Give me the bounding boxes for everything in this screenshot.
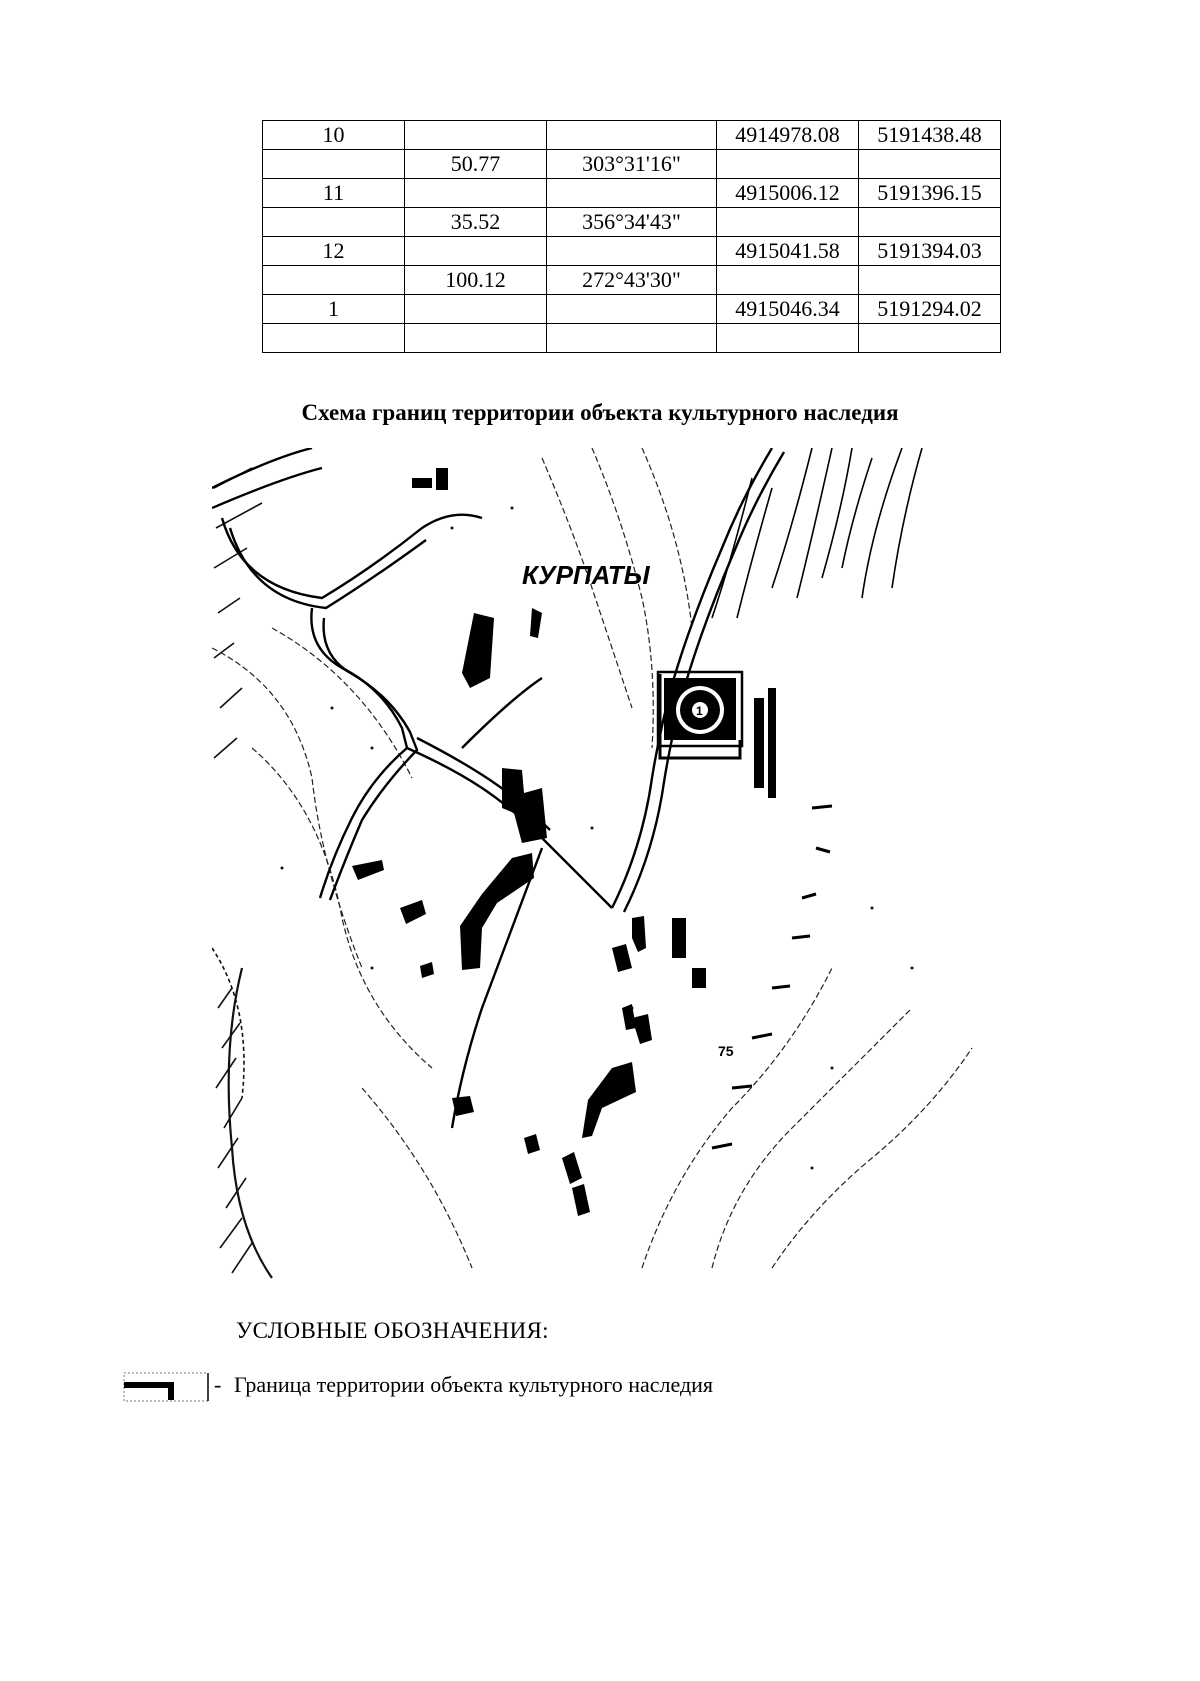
- table-cell: [547, 295, 717, 324]
- table-cell: 50.77: [405, 150, 547, 179]
- table-cell: 100.12: [405, 266, 547, 295]
- table-cell: 4915046.34: [717, 295, 859, 324]
- table-cell: [859, 208, 1001, 237]
- table-cell: 272°43'30": [547, 266, 717, 295]
- table-row: [263, 150, 1001, 179]
- table-cell: 12: [263, 237, 405, 266]
- table-cell: 303°31'16": [547, 150, 717, 179]
- table-cell: [859, 266, 1001, 295]
- table-cell: [405, 179, 547, 208]
- table-cell: [717, 150, 859, 179]
- table-cell: 4915006.12: [717, 179, 859, 208]
- legend-item-text: Граница территории объекта культурного наследия: [234, 1372, 714, 1397]
- territory-map: [212, 448, 1012, 1280]
- table-cell: 5191294.02: [859, 295, 1001, 324]
- table-cell: [405, 324, 547, 353]
- object-number: 1: [696, 704, 703, 718]
- table-row: [263, 121, 1001, 150]
- table-cell: [717, 324, 859, 353]
- table-cell: [405, 237, 547, 266]
- table-cell: 5191394.03: [859, 237, 1001, 266]
- table-row: [263, 324, 1001, 353]
- table-cell: [717, 266, 859, 295]
- table-cell: [405, 121, 547, 150]
- table-cell: [263, 266, 405, 295]
- table-cell: [859, 324, 1001, 353]
- table-row: [263, 237, 1001, 266]
- table-cell: [547, 121, 717, 150]
- table-cell: 10: [263, 121, 405, 150]
- table-cell: 356°34'43": [547, 208, 717, 237]
- contour-label: 75: [718, 1043, 734, 1059]
- legend-heading: УСЛОВНЫЕ ОБОЗНАЧЕНИЯ:: [236, 1318, 549, 1343]
- table-cell: 1: [263, 295, 405, 324]
- table-cell: 4915041.58: [717, 237, 859, 266]
- table-cell: [859, 150, 1001, 179]
- table-cell: [547, 237, 717, 266]
- page-title: Схема границ территории объекта культурного наследия: [301, 400, 899, 425]
- legend-dash: -: [214, 1372, 222, 1397]
- table-row: [263, 208, 1001, 237]
- table-cell: [263, 208, 405, 237]
- table-cell: [717, 208, 859, 237]
- coordinates-table: [262, 120, 1001, 353]
- map-place-label: КУРПАТЫ: [522, 560, 650, 590]
- table-row: [263, 179, 1001, 208]
- table-cell: [547, 179, 717, 208]
- table-cell: 11: [263, 179, 405, 208]
- table-row: [263, 295, 1001, 324]
- boundary-line-symbol: [122, 1370, 212, 1404]
- table-row: [263, 266, 1001, 295]
- table-cell: 4914978.08: [717, 121, 859, 150]
- table-cell: 35.52: [405, 208, 547, 237]
- table-cell: 5191396.15: [859, 179, 1001, 208]
- legend-item: [122, 1370, 1022, 1404]
- table-cell: [263, 324, 405, 353]
- table-cell: [263, 150, 405, 179]
- table-cell: [405, 295, 547, 324]
- table-cell: [547, 324, 717, 353]
- table-cell: 5191438.48: [859, 121, 1001, 150]
